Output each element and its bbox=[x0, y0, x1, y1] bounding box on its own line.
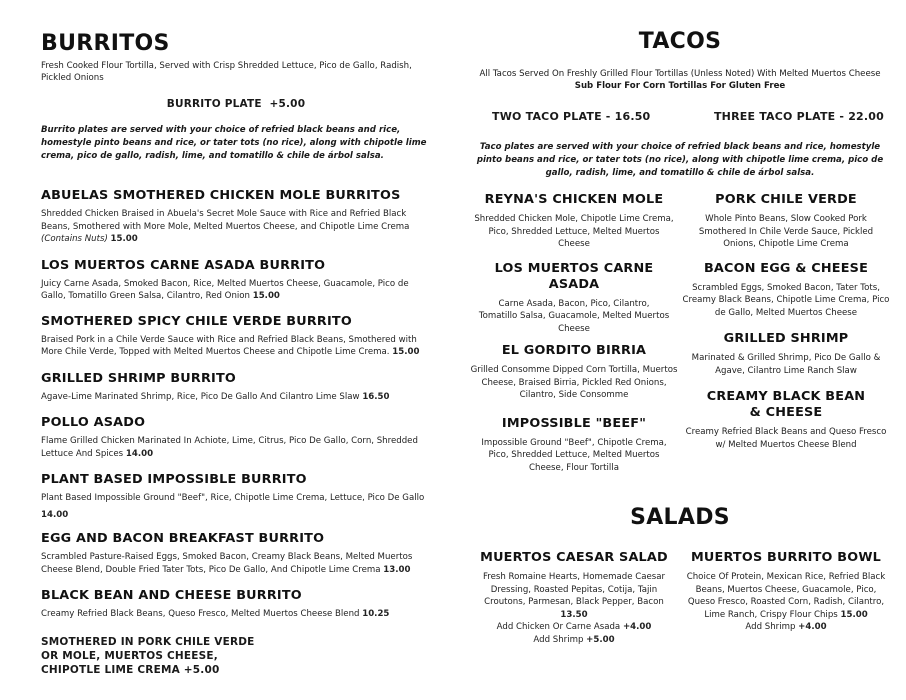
item-price: 15.00 bbox=[110, 234, 138, 244]
item-description: Carne Asada, Bacon, Pico, Cilantro, Tomatillo Salsa, Guacamole, Melted Muertos Cheese bbox=[478, 298, 670, 334]
item-description: Scrambled Eggs, Smoked Bacon, Tater Tots, Creamy Black Beans, Chipotle Lime Crema, Pico de Gallo, Melted Muertos Cheese bbox=[682, 282, 890, 318]
addon-price: +5.00 bbox=[586, 634, 615, 645]
salads-grid bbox=[470, 550, 890, 646]
item-description: Flame Grilled Chicken Marinated In Achiote, Lime, Citrus, Pico De Gallo, Corn, Shredded Lettuce And Spices 14.00 bbox=[41, 436, 418, 459]
menu-item bbox=[41, 415, 431, 460]
tacos-title: TACOS bbox=[638, 29, 722, 54]
addon-label: Add Chicken Or Carne Asada bbox=[496, 622, 621, 632]
menu-item bbox=[682, 261, 890, 320]
item-price: 14.00 bbox=[41, 509, 69, 520]
item-name: EGG AND BACON BREAKFAST BURRITO bbox=[41, 531, 325, 546]
menu-item bbox=[41, 314, 431, 359]
item-price: 13.50 bbox=[560, 609, 588, 620]
item-name: ABUELAS SMOTHERED CHICKEN MOLE BURRITOS bbox=[41, 188, 401, 203]
item-name: REYNA'S CHICKEN MOLE bbox=[484, 192, 664, 207]
item-name: EL GORDITO BIRRIA bbox=[501, 343, 647, 358]
item-description: Whole Pinto Beans, Slow Cooked Pork Smothered In Chile Verde Sauce, Pickled Onions, Chipotle Lime Crema bbox=[698, 214, 874, 249]
item-name: PLANT BASED IMPOSSIBLE BURRITO bbox=[41, 472, 307, 487]
item-name: BLACK BEAN AND CHEESE BURRITO bbox=[41, 588, 302, 603]
three-taco-plate: THREE TACO PLATE - 22.00 bbox=[713, 110, 884, 123]
menu-item bbox=[470, 416, 678, 475]
item-name: POLLO ASADO bbox=[41, 415, 146, 430]
menu-item bbox=[41, 531, 431, 576]
item-name: PORK CHILE VERDE bbox=[715, 192, 857, 207]
item-description: Marinated & Grilled Shrimp, Pico De Gallo & Agave, Cilantro Lime Ranch Slaw bbox=[691, 353, 881, 376]
item-name: GRILLED SHRIMP BURRITO bbox=[41, 370, 236, 386]
menu-item bbox=[41, 371, 431, 404]
item-description: Scrambled Pasture-Raised Eggs, Smoked Bacon, Creamy Black Beans, Melted Muertos Cheese Blend, Double Fried Tater Tots, Pico De Gallo, And Chipotle Lime Crema 13.00 bbox=[41, 552, 413, 575]
salads-title: SALADS bbox=[630, 505, 730, 530]
item-description: Creamy Refried Black Beans, Queso Fresco, Melted Muertos Cheese Blend 10.25 bbox=[41, 609, 390, 619]
item-description: Shredded Chicken Mole, Chipotle Lime Crema, Pico, Shredded Lettuce, Melted Muertos Cheese bbox=[474, 214, 674, 249]
item-name: SMOTHERED SPICY CHILE VERDE BURRITO bbox=[41, 313, 352, 329]
menu-item bbox=[682, 389, 890, 451]
menu-item bbox=[470, 261, 678, 336]
item-description: Impossible Ground "Beef", Chipotle Crema, Pico, Shredded Lettuce, Melted Muertos Cheese, Flour Tortilla bbox=[481, 437, 667, 473]
two-taco-plate: TWO TACO PLATE - 16.50 bbox=[492, 110, 651, 123]
item-description: Fresh Romaine Hearts, Homemade Caesar Dressing, Roasted Pepitas, Cotija, Tajin Croutons, Parmesan, Black Pepper, Bacon 13.50 Add Chicken Or Carne Asada +4.00 Add Shrimp +5.00 bbox=[482, 572, 666, 645]
item-name: LOS MUERTOS CARNE ASADA BURRITO bbox=[41, 257, 326, 273]
menu-item bbox=[470, 192, 678, 251]
addon-price: +4.00 bbox=[622, 622, 652, 632]
item-name: CREAMY BLACK BEAN & CHEESE bbox=[706, 389, 866, 420]
taco-plate-note: Taco plates are served with your choice of refried black beans and rice, homestyle pinto beans and rice, or tater tots (no rice), along with chipotle lime crema, pico de gallo, radish, lime, and tomatillo & chile de árbol salsa. bbox=[476, 142, 884, 178]
menu-item bbox=[682, 192, 890, 251]
item-price: 14.00 bbox=[125, 448, 154, 459]
tacos-left-column bbox=[470, 192, 678, 482]
item-price: 15.00 bbox=[392, 347, 420, 357]
tacos-intro: All Tacos Served On Freshly Grilled Flour Tortillas (Unless Noted) With Melted Muertos Cheese Sub Flour For Corn Tortillas For Gluten Free bbox=[479, 69, 881, 91]
menu-item bbox=[41, 472, 431, 521]
menu-item bbox=[470, 343, 678, 402]
burritos-title: BURRITOS bbox=[41, 31, 170, 56]
burrito-plate-note: Burrito plates are served with your choice of refried black beans and rice, homestyle pinto beans and rice, or tater tots (no rice), along with chipotle lime crema, pico de gallo, radish, lime, and tomatillo & chile de árbol salsa. bbox=[41, 125, 427, 161]
menu-item bbox=[41, 258, 431, 303]
item-name: MUERTOS CAESAR SALAD bbox=[480, 550, 668, 565]
burrito-plate-price: BURRITO PLATE +5.00 bbox=[166, 98, 306, 110]
tacos-grid bbox=[470, 192, 890, 482]
addon-price: +4.00 bbox=[798, 622, 827, 632]
tacos-section bbox=[470, 28, 890, 646]
item-description: Grilled Consomme Dipped Corn Tortilla, Muertos Cheese, Braised Birria, Pickled Red Onions, Cilantro, Side Consomme bbox=[470, 365, 678, 400]
menu-item bbox=[682, 550, 890, 646]
item-price: 10.25 bbox=[362, 609, 390, 619]
gluten-free-note: Sub Flour For Corn Tortillas For Gluten Free bbox=[574, 81, 786, 91]
menu-item bbox=[682, 331, 890, 377]
item-description: Juicy Carne Asada, Smoked Bacon, Rice, Melted Muertos Cheese, Guacamole, Pico de Gallo, Tomatillo Green Salsa, Cilantro, Red Onion 15.00 bbox=[41, 278, 409, 301]
item-price: 15.00 bbox=[840, 609, 868, 620]
item-price: 13.00 bbox=[383, 564, 411, 575]
item-description: Plant Based Impossible Ground "Beef", Rice, Chipotle Lime Crema, Lettuce, Pico De Gallo 14.00 bbox=[41, 493, 425, 520]
menu-item bbox=[41, 588, 431, 621]
addon-label: Add Shrimp bbox=[745, 622, 796, 632]
burritos-section bbox=[41, 30, 431, 677]
item-price: 16.50 bbox=[362, 391, 390, 402]
item-description: Shredded Chicken Braised in Abuela's Secret Mole Sauce with Rice and Refried Black Beans, Smothered with More Mole, Melted Muertos Cheese, and Chipotle Lime Crema (Contains Nuts) 15.00 bbox=[41, 209, 410, 244]
item-description: Braised Pork in a Chile Verde Sauce with Rice and Refried Black Beans, Smothered with More Chile Verde, Topped with Melted Muertos Cheese and Chipotle Lime Crema. 15.00 bbox=[41, 334, 420, 357]
item-name: IMPOSSIBLE "BEEF" bbox=[501, 415, 647, 431]
item-description: Choice Of Protein, Mexican Rice, Refried Black Beans, Muertos Cheese, Guacamole, Pico, Queso Fresco, Roasted Corn, Radish, Cilantro, Lime Ranch, Crispy Flour Chips 15.00 Add Shrimp +4.00 bbox=[686, 572, 886, 632]
item-name: LOS MUERTOS CARNE ASADA bbox=[494, 260, 654, 292]
item-name: MUERTOS BURRITO BOWL bbox=[690, 550, 881, 565]
menu-item bbox=[470, 550, 678, 646]
item-note: (Contains Nuts) bbox=[41, 234, 108, 244]
item-description: Creamy Refried Black Beans and Queso Fresco w/ Melted Muertos Cheese Blend bbox=[685, 427, 887, 450]
item-name: GRILLED SHRIMP bbox=[723, 331, 849, 346]
burritos-intro: Fresh Cooked Flour Tortilla, Served with Crisp Shredded Lettuce, Pico de Gallo, Radish, Pickled Onions bbox=[41, 61, 412, 83]
item-description: Agave-Lime Marinated Shrimp, Rice, Pico De Gallo And Cilantro Lime Slaw 16.50 bbox=[41, 391, 390, 402]
item-name: BACON EGG & CHEESE bbox=[703, 260, 869, 276]
tacos-right-column bbox=[682, 192, 890, 482]
smothered-upgrade: SMOTHERED IN PORK CHILE VERDE OR MOLE, MUERTOS CHEESE, CHIPOTLE LIME CREMA +5.00 bbox=[41, 635, 255, 676]
addon-label: Add Shrimp bbox=[533, 634, 584, 645]
taco-plate-prices bbox=[470, 110, 890, 123]
menu-item bbox=[41, 188, 431, 246]
item-price: 15.00 bbox=[252, 291, 280, 301]
